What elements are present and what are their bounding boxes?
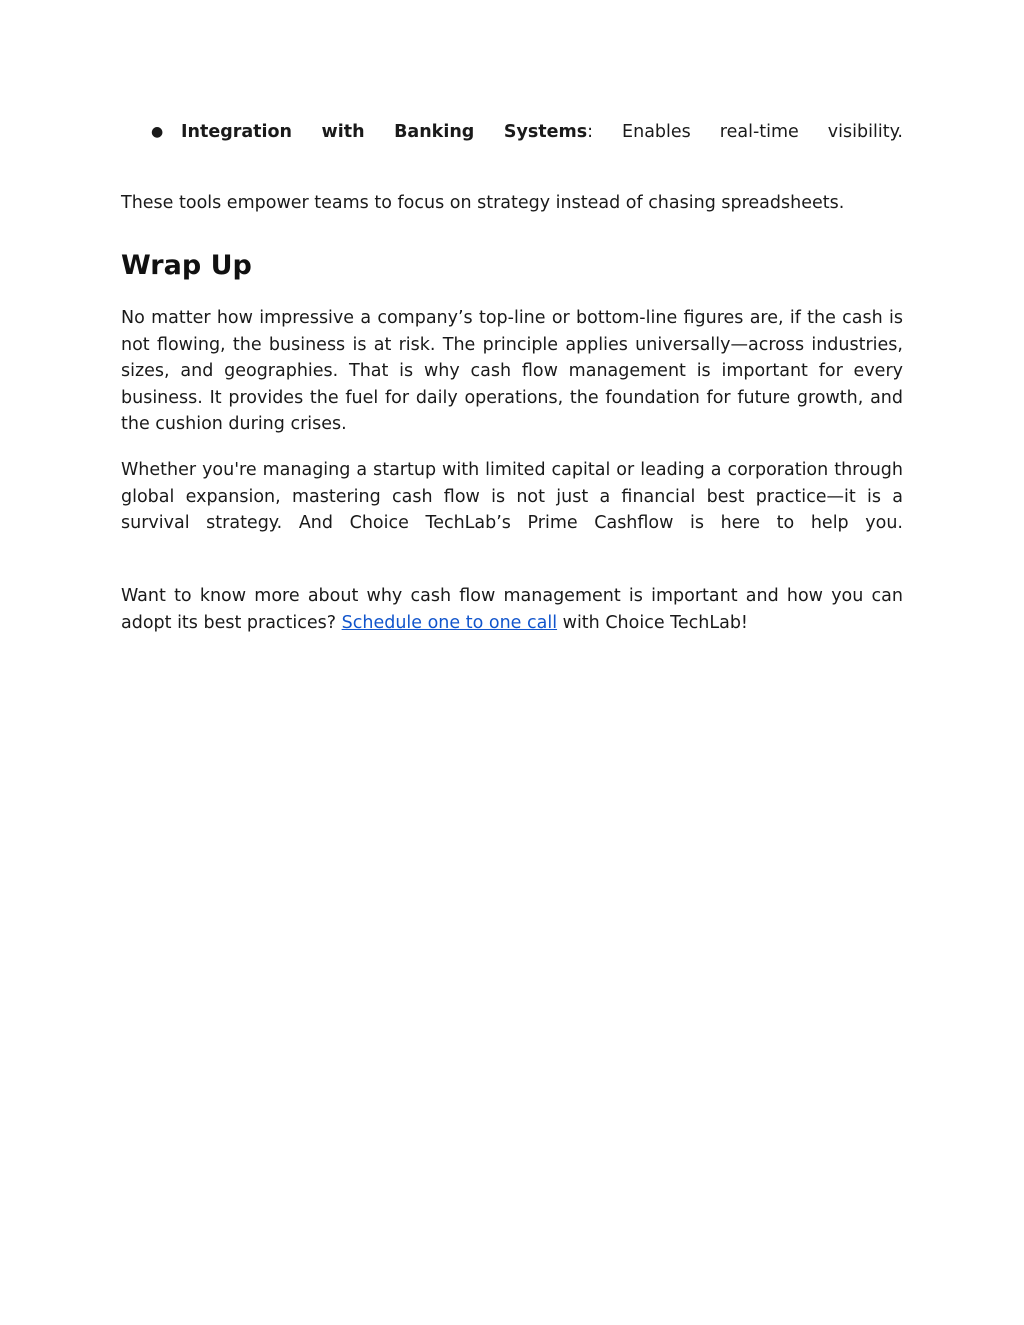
list-item [151,118,903,146]
paragraph-whether: Whether you're managing a startup with limited capital or leading a corporation through global expansion, mastering cash flow is not just a financial best practice—it is a survival strategy. And Choice TechLab’s Prime Cashflow is here to help you. [121,460,903,533]
paragraph-tools: These tools empower teams to focus on strategy instead of chasing spreadsheets. [121,193,845,213]
bullet-text: : Enables real-time visibility. [587,122,903,142]
bullet-term: Integration with Banking Systems [181,122,588,142]
bullet-list [151,118,903,146]
schedule-call-link[interactable]: Schedule one to one call [341,612,558,633]
bullet-dot-icon: ● [151,124,164,140]
paragraph-want-to-know [121,583,903,636]
paragraph-no-matter: No matter how impressive a company’s top-line or bottom-line figures are, if the cash is not flowing, the business is at risk. The principle applies universally—across industries, sizes, and geographies. That is why cash flow management is important for every business. It provides the fuel for daily operations, the foundation for future growth, and the cushion during crises. [121,308,903,434]
cta-text-after: with Choice TechLab! [557,612,748,633]
section-heading: Wrap Up [121,250,252,281]
cta-text-before: Want to know more about why cash flow management is important and how you can adopt its best practices? [121,586,903,633]
